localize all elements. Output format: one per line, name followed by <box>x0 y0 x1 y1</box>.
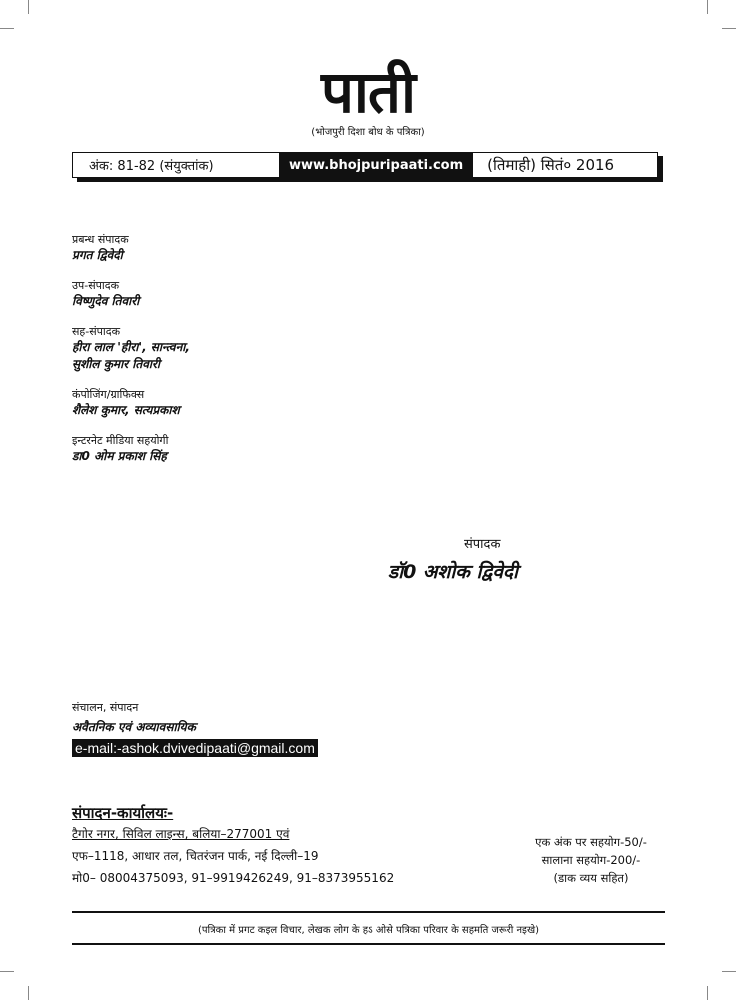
divider-bottom <box>72 943 665 945</box>
management-section <box>72 700 472 757</box>
crop-mark-bottom-left-h <box>0 971 14 972</box>
staff-role: सह-संपादक <box>72 325 121 338</box>
price-annual: सालाना सहयोग-200/- <box>541 853 641 867</box>
crop-mark-bottom-right <box>707 986 708 1000</box>
office-address-line-2: एफ–1118, आधार तल, चितरंजन पार्क, नई दिल्ली–19 <box>72 849 319 863</box>
issue-number: अंक: 81-82 (संयुक्तांक) <box>89 159 214 174</box>
masthead <box>0 58 736 138</box>
website-link[interactable]: www.bhojpuripaati.com <box>279 153 473 177</box>
staff-group-managing-editor <box>72 233 432 264</box>
contact-email[interactable]: e-mail:-ashok.dvivedipaati@gmail.com <box>72 739 318 757</box>
office-address-line-1: टैगोर नगर, सिविल लाइन्स, बलिया–277001 एवं <box>72 827 290 841</box>
crop-mark-bottom-right-h <box>722 971 736 972</box>
office-address <box>72 803 512 889</box>
staff-role: प्रबन्ध संपादक <box>72 233 129 246</box>
office-phone: मो0– 08004375093, 91–9919426249, 91–8373955162 <box>72 871 395 885</box>
crop-mark-top-right <box>707 0 708 14</box>
price-single-issue: एक अंक पर सहयोग-50/- <box>535 835 647 849</box>
staff-name: प्रगत द्विवेदी <box>72 248 123 262</box>
staff-name: शैलेश कुमार, सत्यप्रकाश <box>72 403 180 417</box>
price-postage-note: (डाक व्यय सहित) <box>553 871 629 885</box>
divider-top <box>72 911 665 913</box>
staff-role: कंपोजिंग/ग्राफिक्स <box>72 388 145 401</box>
staff-group-internet-media <box>72 434 432 465</box>
magazine-tagline: (भोजपुरी दिशा बोध के पत्रिका) <box>311 127 425 138</box>
crop-mark-top-left-h <box>0 28 14 29</box>
issue-bar <box>72 152 658 178</box>
staff-name: डा0 ओम प्रकाश सिंह <box>72 449 167 463</box>
staff-name: विष्णुदेव तिवारी <box>72 294 140 308</box>
management-role: संचालन, संपादन <box>72 701 139 714</box>
staff-group-co-editor <box>72 325 432 373</box>
issue-period: (तिमाही) सितं० 2016 <box>487 156 615 174</box>
editor-name: डॉ0 अशोक द्विवेदी <box>388 561 518 583</box>
crop-mark-top-left <box>28 0 29 14</box>
staff-name: हीरा लाल 'हीरा', सान्त्वना, <box>72 340 190 354</box>
staff-list <box>72 233 432 480</box>
magazine-title: पाती <box>320 58 416 126</box>
subscription-pricing <box>516 833 666 887</box>
crop-mark-top-right-h <box>722 28 736 29</box>
editor-role: संपादक <box>464 537 501 552</box>
crop-mark-bottom-left <box>28 986 29 1000</box>
staff-name: सुशील कुमार तिवारी <box>72 357 161 371</box>
staff-group-sub-editor <box>72 279 432 310</box>
chief-editor <box>388 534 688 584</box>
staff-role: उप-संपादक <box>72 279 120 292</box>
staff-group-composing <box>72 388 432 419</box>
management-description: अवैतनिक एवं अव्यावसायिक <box>72 720 196 734</box>
staff-role: इन्टरनेट मीडिया सहयोगी <box>72 434 169 447</box>
disclaimer: (पत्रिका में प्रगट कइल विचार, लेखक लोग के हऽ ओसे पत्रिका परिवार के सहमति जरूरी नइखे) <box>197 925 540 936</box>
office-heading: संपादन-कार्यालयः- <box>72 804 174 822</box>
